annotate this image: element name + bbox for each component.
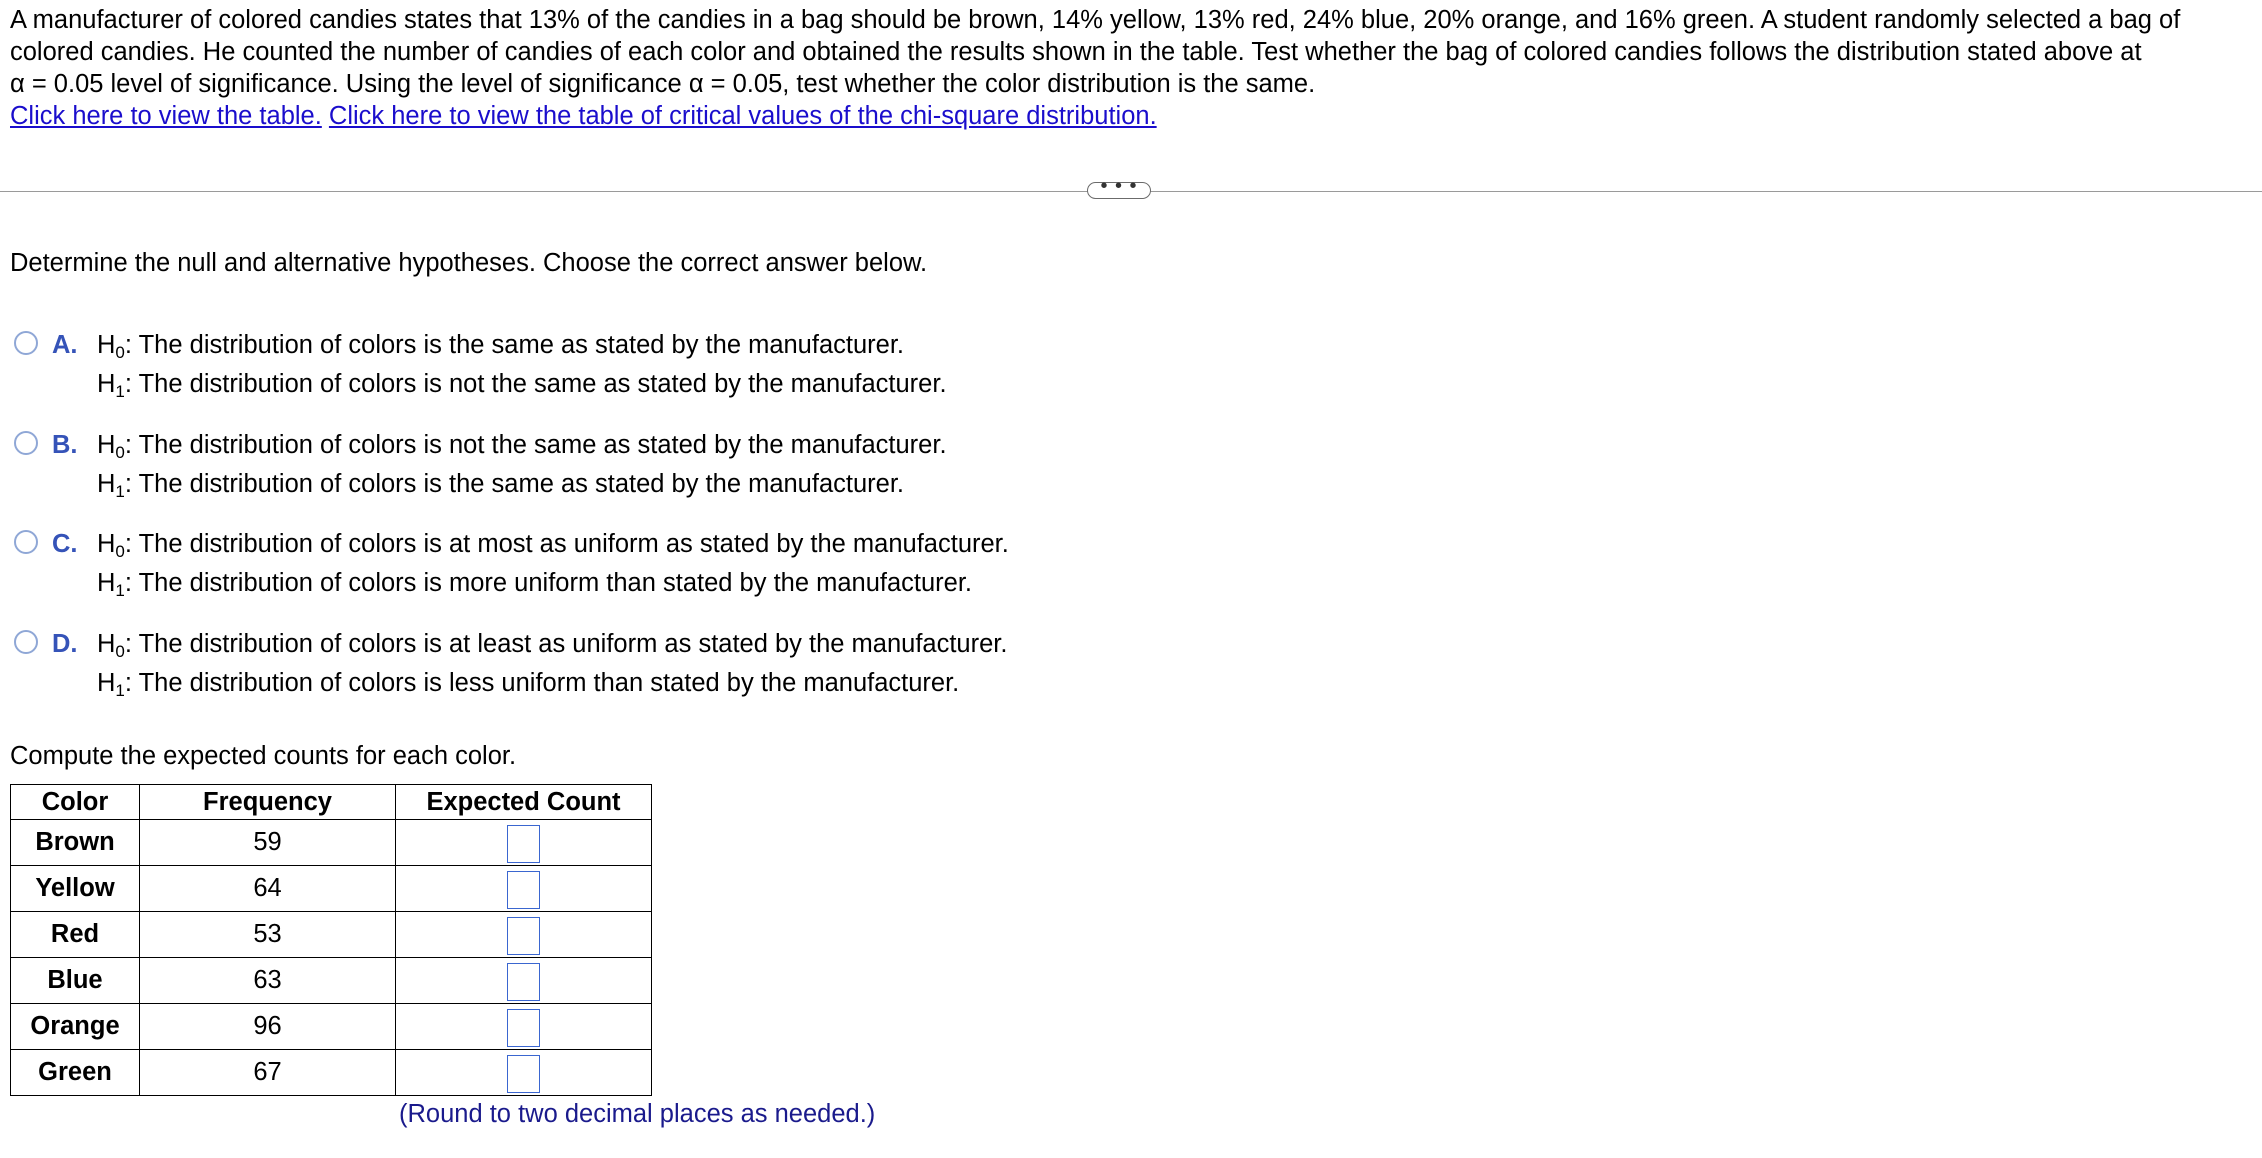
cell-expected [396, 912, 652, 958]
option-a-letter: A. [52, 331, 78, 359]
option-c-h0: $H_0$: The distribution of colors is at most as uniform as stated by the manufacturer. [97, 530, 1009, 561]
cell-expected [396, 820, 652, 866]
cell-frequency: 67 [140, 1050, 396, 1096]
rounding-instruction: (Round to two decimal places as needed.) [399, 1100, 876, 1128]
option-b-radio[interactable] [14, 431, 38, 455]
cell-expected [396, 1004, 652, 1050]
cell-color: Yellow [11, 866, 140, 912]
header-frequency: Frequency [140, 785, 396, 820]
view-chi-square-table-link[interactable]: Click here to view the table of critical values of the chi-square distribution. [328, 102, 1157, 130]
option-d-radio[interactable] [14, 630, 38, 654]
table-row [11, 912, 652, 958]
option-d-h1: $H_1$: The distribution of colors is less uniform than stated by the manufacturer. [97, 668, 960, 700]
question-prompt: Determine the null and alternative hypotheses. Choose the correct answer below. [10, 249, 928, 277]
expected-count-input-orange[interactable] [507, 1009, 540, 1047]
table-row [11, 1050, 652, 1096]
option-c-letter: C. [52, 530, 78, 558]
option-b-letter: B. [52, 430, 78, 459]
cell-color: Brown [11, 820, 140, 866]
problem-line-3: α = 0.05 level of significance. Using the level of significance α = 0.05, test whether the color distribution is the same. [10, 70, 1316, 98]
cell-frequency: 64 [140, 866, 396, 912]
expected-count-table [10, 784, 652, 1096]
problem-line-1: A manufacturer of colored candies states that 13% of the candies in a bag should be brown, 14% yellow, 13% red, 24% blue, 20% orange, and 16% green. A student randomly selected a bag of [10, 6, 2181, 34]
cell-frequency: 63 [140, 958, 396, 1004]
expected-count-input-green[interactable] [507, 1055, 540, 1093]
cell-frequency: 59 [140, 820, 396, 866]
cell-expected [396, 866, 652, 912]
problem-statement [10, 4, 2255, 132]
cell-color: Orange [11, 1004, 140, 1050]
view-table-link[interactable]: Click here to view the table. [10, 102, 322, 130]
header-expected-count: Expected Count [396, 785, 652, 820]
header-color: Color [11, 785, 140, 820]
option-c-text [97, 525, 1009, 603]
problem-line-2: colored candies. He counted the number of candies of each color and obtained the results shown in the table. Test whether the bag of colored candies follows the distribution stated above at [10, 38, 2142, 66]
cell-color: Red [11, 912, 140, 958]
option-b-text [97, 426, 947, 504]
table-row [11, 958, 652, 1004]
cell-expected [396, 958, 652, 1004]
problem-links [10, 100, 2255, 132]
option-c-h1: $H_1$: The distribution of colors is more uniform than stated by the manufacturer. [97, 569, 973, 600]
table-row [11, 1004, 652, 1050]
more-options-button[interactable]: • • • [1087, 182, 1151, 199]
option-b-h1: $H_1$: The distribution of colors is the same as stated by the manufacturer. [97, 469, 904, 501]
cell-color: Blue [11, 958, 140, 1004]
option-d-h0: $H_0$: The distribution of colors is at least as uniform as stated by the manufacturer. [97, 629, 1008, 661]
cell-frequency: 96 [140, 1004, 396, 1050]
option-a-h1: $H_1$: The distribution of colors is not the same as stated by the manufacturer. [97, 370, 947, 401]
option-d-letter: D. [52, 629, 78, 658]
expected-count-input-red[interactable] [507, 917, 540, 955]
option-a-h0: $H_0$: The distribution of colors is the same as stated by the manufacturer. [97, 331, 904, 362]
table-header-row [11, 785, 652, 820]
option-a-radio[interactable] [14, 331, 38, 355]
cell-color: Green [11, 1050, 140, 1096]
cell-expected [396, 1050, 652, 1096]
cell-frequency: 53 [140, 912, 396, 958]
table-row [11, 820, 652, 866]
expected-count-input-yellow[interactable] [507, 871, 540, 909]
table-row [11, 866, 652, 912]
option-c-radio[interactable] [14, 530, 38, 554]
expected-count-input-brown[interactable] [507, 825, 540, 863]
compute-prompt: Compute the expected counts for each color. [10, 742, 517, 770]
option-b-h0: $H_0$: The distribution of colors is not the same as stated by the manufacturer. [97, 430, 947, 462]
expected-count-input-blue[interactable] [507, 963, 540, 1001]
option-d-text [97, 625, 1007, 703]
option-a-text [97, 326, 947, 404]
